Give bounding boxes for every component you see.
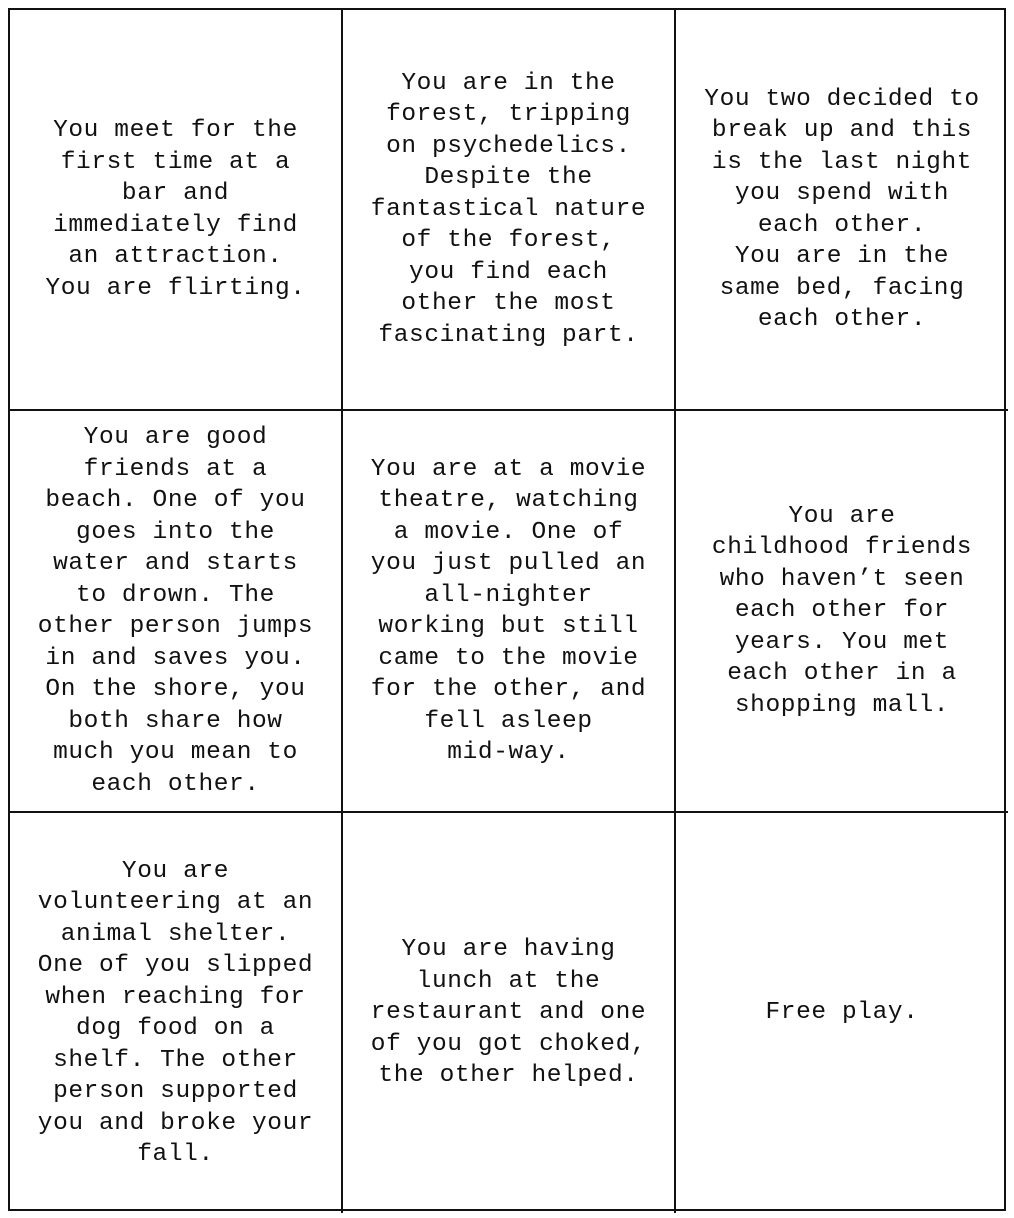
scenario-card-forest-psychedelics xyxy=(343,10,676,411)
scenario-card-text: Free play. xyxy=(765,999,919,1027)
scenario-card-text: You are in the forest, tripping on psychedelics. Despite the fantastical nature of the forest, you find each other the most fascinating part. xyxy=(370,69,647,349)
scenario-card-text: You are childhood friends who haven’t seen each other for years. You met each other in a shopping mall. xyxy=(711,502,973,719)
scenario-card-bar-flirting xyxy=(10,10,343,411)
scenario-card-childhood-friends xyxy=(676,411,1008,813)
scenario-card-text: You are having lunch at the restaurant and one of you got choked, the other helped. xyxy=(370,936,647,1090)
scenario-card-beach-rescue xyxy=(10,411,343,813)
scenario-card-text: You are at a movie theatre, watching a movie. One of you just pulled an all-nighter working but still came to the movie for the other, and fell asleep mid-way. xyxy=(370,455,647,766)
scenario-card-free-play xyxy=(676,813,1008,1213)
scenario-card-grid xyxy=(8,8,1006,1211)
scenario-card-text: You two decided to break up and this is the last night you spend with each other. You are in the same bed, facing each other. xyxy=(704,85,980,333)
scenario-card-text: You are good friends at a beach. One of you goes into the water and starts to drown. The other person jumps in and saves you. On the shore, you both share how much you mean to each other. xyxy=(37,424,314,798)
scenario-card-animal-shelter xyxy=(10,813,343,1213)
scenario-card-text: You are volunteering at an animal shelter. One of you slipped when reaching for dog food on a shelf. The other person supported you and broke your fall. xyxy=(37,857,314,1168)
scenario-card-break-up xyxy=(676,10,1008,411)
scenario-card-text: You meet for the first time at a bar and immediately find an attraction. You are flirting. xyxy=(45,117,306,302)
scenario-card-restaurant-lunch xyxy=(343,813,676,1213)
scenario-card-movie-theatre xyxy=(343,411,676,813)
